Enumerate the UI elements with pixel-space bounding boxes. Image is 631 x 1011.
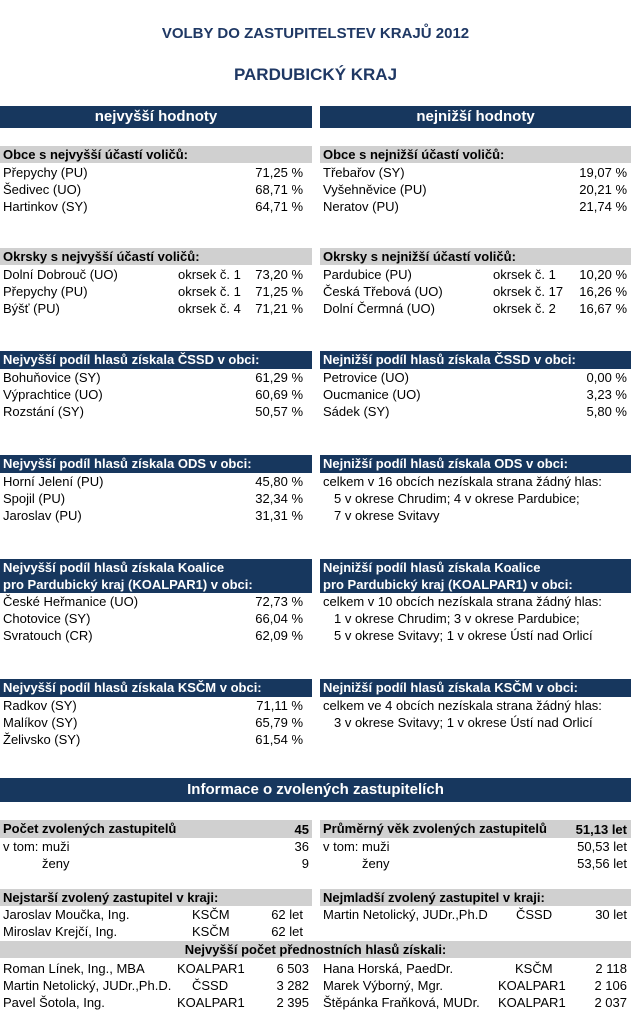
list-party: KSČM bbox=[192, 924, 230, 939]
list-item: Pavel Šotola, Ing. bbox=[3, 995, 105, 1010]
oldest-header: Nejstarší zvolený zastupitel v kraji: bbox=[0, 889, 312, 906]
list-item: Rozstání (SY) bbox=[3, 404, 84, 419]
list-party: KSČM bbox=[515, 961, 553, 976]
lowest-values-header: nejnižší hodnoty bbox=[320, 106, 631, 128]
age-women-label: ženy bbox=[362, 856, 390, 871]
section-header-kscm-low: Nejnižší podíl hlasů získala KSČM v obci: bbox=[320, 679, 631, 697]
list-item: Radkov (SY) bbox=[3, 698, 77, 713]
age-men-value: 50,53 let bbox=[577, 839, 627, 854]
list-party: KSČM bbox=[192, 907, 230, 922]
list-district: okrsek č. 1 bbox=[178, 284, 241, 299]
count-men-value: 36 bbox=[294, 839, 309, 854]
section-header-district-high: Okrsky s nejvyšší účastí voličů: bbox=[0, 248, 312, 265]
list-value: 19,07 % bbox=[579, 165, 627, 180]
summary-line: 3 v okrese Svitavy; 1 v okrese Ústí nad Orlicí bbox=[334, 715, 593, 730]
list-item: Jaroslav (PU) bbox=[3, 508, 82, 523]
list-item: Výprachtice (UO) bbox=[3, 387, 103, 402]
summary-line: 1 v okrese Chrudim; 3 v okrese Pardubice; bbox=[334, 611, 580, 626]
list-item: Hana Horská, PaedDr. bbox=[323, 961, 454, 976]
list-district: okrsek č. 17 bbox=[493, 284, 564, 299]
summary-line: 7 v okrese Svitavy bbox=[334, 508, 440, 523]
list-value: 62 let bbox=[271, 907, 303, 922]
list-value: 2 037 bbox=[594, 995, 627, 1010]
section-header-koalice-low bbox=[320, 559, 631, 593]
header-line: Nejvyšší podíl hlasů získala Koalice bbox=[3, 560, 225, 575]
list-value: 5,80 % bbox=[586, 404, 627, 419]
page-title: VOLBY DO ZASTUPITELSTEV KRAJŮ 2012 bbox=[161, 25, 470, 42]
list-item: Malíkov (SY) bbox=[3, 715, 78, 730]
list-item: Hartinkov (SY) bbox=[3, 199, 88, 214]
list-value: 10,20 % bbox=[579, 267, 627, 282]
list-value: 30 let bbox=[595, 907, 627, 922]
list-item: Želivsko (SY) bbox=[3, 732, 81, 747]
youngest-header: Nejmladší zvolený zastupitel v kraji: bbox=[320, 889, 631, 906]
list-item: Martin Netolický, JUDr.,Ph.D. bbox=[3, 978, 172, 993]
summary-line: celkem ve 4 obcích nezískala strana žádný hlas: bbox=[323, 698, 602, 713]
list-item: Pardubice (PU) bbox=[323, 267, 412, 282]
list-item: České Heřmanice (UO) bbox=[3, 594, 139, 609]
summary-line: celkem v 16 obcích nezískala strana žádný hlas: bbox=[323, 474, 602, 489]
header-line: pro Pardubický kraj (KOALPAR1) v obci: bbox=[3, 577, 253, 592]
list-value: 3 282 bbox=[276, 978, 309, 993]
list-item: Bohuňovice (SY) bbox=[3, 370, 101, 385]
count-women-label: ženy bbox=[42, 856, 70, 871]
info-section-header: Informace o zvolených zastupitelích bbox=[0, 778, 631, 802]
list-value: 62,09 % bbox=[255, 628, 303, 643]
list-value: 66,04 % bbox=[255, 611, 303, 626]
list-party: KOALPAR1 bbox=[177, 995, 245, 1010]
list-value: 71,21 % bbox=[255, 301, 303, 316]
list-item: Býšť (PU) bbox=[3, 301, 60, 316]
list-value: 72,73 % bbox=[255, 594, 303, 609]
list-party: ČSSD bbox=[516, 907, 553, 922]
list-item: Spojil (PU) bbox=[3, 491, 66, 506]
list-item: Svratouch (CR) bbox=[3, 628, 93, 643]
list-value: 2 106 bbox=[594, 978, 627, 993]
list-item: Roman Línek, Ing., MBA bbox=[3, 961, 145, 976]
list-district: okrsek č. 1 bbox=[493, 267, 556, 282]
list-item: Vyšehněvice (PU) bbox=[323, 182, 427, 197]
section-header-ods-high: Nejvyšší podíl hlasů získala ODS v obci: bbox=[0, 455, 312, 473]
age-men-label: v tom: muži bbox=[323, 839, 390, 854]
list-value: 73,20 % bbox=[255, 267, 303, 282]
list-item: Horní Jelení (PU) bbox=[3, 474, 104, 489]
count-women-value: 9 bbox=[301, 856, 309, 871]
list-value: 20,21 % bbox=[579, 182, 627, 197]
list-value: 3,23 % bbox=[586, 387, 627, 402]
list-value: 68,71 % bbox=[255, 182, 303, 197]
list-party: KOALPAR1 bbox=[498, 995, 566, 1010]
list-value: 64,71 % bbox=[255, 199, 303, 214]
count-value: 45 bbox=[294, 822, 309, 837]
list-item: Miroslav Krejčí, Ing. bbox=[3, 924, 118, 939]
list-item: Dolní Dobrouč (UO) bbox=[3, 267, 118, 282]
list-item: Petrovice (UO) bbox=[323, 370, 409, 385]
section-header-kscm-high: Nejvyšší podíl hlasů získala KSČM v obci: bbox=[0, 679, 312, 697]
section-header-turnout-low: Obce s nejnižší účastí voličů: bbox=[320, 146, 631, 163]
list-value: 60,69 % bbox=[255, 387, 303, 402]
list-item: Sádek (SY) bbox=[323, 404, 390, 419]
highest-values-header: nejvyšší hodnoty bbox=[0, 106, 312, 128]
list-party: KOALPAR1 bbox=[498, 978, 566, 993]
list-item: Česká Třebová (UO) bbox=[323, 284, 443, 299]
section-header-ods-low: Nejnižší podíl hlasů získala ODS v obci: bbox=[320, 455, 631, 473]
list-value: 2 118 bbox=[595, 961, 627, 976]
list-item: Dolní Čermná (UO) bbox=[323, 301, 435, 316]
list-item: Štěpánka Fraňková, MUDr. bbox=[323, 995, 480, 1010]
list-district: okrsek č. 2 bbox=[493, 301, 556, 316]
list-item: Přepychy (PU) bbox=[3, 165, 88, 180]
summary-line: 5 v okrese Svitavy; 1 v okrese Ústí nad Orlicí bbox=[334, 628, 593, 643]
count-men-label: v tom: muži bbox=[3, 839, 70, 854]
age-women-value: 53,56 let bbox=[577, 856, 627, 871]
list-value: 62 let bbox=[271, 924, 303, 939]
list-item: Marek Výborný, Mgr. bbox=[323, 978, 443, 993]
list-value: 31,31 % bbox=[255, 508, 303, 523]
section-header-koalice-high bbox=[0, 559, 312, 593]
list-item: Třebařov (SY) bbox=[323, 165, 405, 180]
list-value: 71,11 % bbox=[256, 698, 303, 713]
list-value: 32,34 % bbox=[255, 491, 303, 506]
list-item: Martin Netolický, JUDr.,Ph.D bbox=[323, 907, 488, 922]
list-value: 16,67 % bbox=[579, 301, 627, 316]
section-header-turnout-high: Obce s nejvyšší účastí voličů: bbox=[0, 146, 312, 163]
region-title: PARDUBICKÝ KRAJ bbox=[233, 65, 398, 84]
list-value: 71,25 % bbox=[255, 284, 303, 299]
list-item: Chotovice (SY) bbox=[3, 611, 91, 626]
list-value: 71,25 % bbox=[255, 165, 303, 180]
list-value: 6 503 bbox=[276, 961, 309, 976]
list-value: 61,54 % bbox=[255, 732, 303, 747]
list-item: Neratov (PU) bbox=[323, 199, 399, 214]
section-header-district-low: Okrsky s nejnižší účastí voličů: bbox=[320, 248, 631, 265]
header-line: Nejnižší podíl hlasů získala Koalice bbox=[323, 560, 541, 575]
list-district: okrsek č. 4 bbox=[178, 301, 241, 316]
age-value: 51,13 let bbox=[575, 822, 627, 837]
section-header-cssd-high: Nejvyšší podíl hlasů získala ČSSD v obci: bbox=[0, 351, 312, 369]
summary-line: celkem v 10 obcích nezískala strana žádný hlas: bbox=[323, 594, 602, 609]
list-value: 45,80 % bbox=[255, 474, 303, 489]
list-value: 2 395 bbox=[276, 995, 309, 1010]
pref-votes-header: Nejvyšší počet přednostních hlasů získali: bbox=[0, 941, 631, 958]
section-header-cssd-low: Nejnižší podíl hlasů získala ČSSD v obci: bbox=[320, 351, 631, 369]
summary-line: 5 v okrese Chrudim; 4 v okrese Pardubice; bbox=[334, 491, 580, 506]
list-party: ČSSD bbox=[192, 978, 229, 993]
list-value: 61,29 % bbox=[255, 370, 303, 385]
list-item: Jaroslav Moučka, Ing. bbox=[3, 907, 130, 922]
header-line: pro Pardubický kraj (KOALPAR1) v obci: bbox=[323, 577, 573, 592]
age-label: Průměrný věk zvolených zastupitelů bbox=[323, 821, 547, 836]
list-item: Šedivec (UO) bbox=[3, 182, 82, 197]
list-value: 50,57 % bbox=[255, 404, 303, 419]
list-value: 21,74 % bbox=[579, 199, 627, 214]
list-value: 65,79 % bbox=[255, 715, 303, 730]
list-district: okrsek č. 1 bbox=[178, 267, 241, 282]
list-value: 16,26 % bbox=[579, 284, 627, 299]
list-item: Oucmanice (UO) bbox=[323, 387, 421, 402]
list-party: KOALPAR1 bbox=[177, 961, 245, 976]
list-item: Přepychy (PU) bbox=[3, 284, 88, 299]
list-value: 0,00 % bbox=[586, 370, 627, 385]
count-label: Počet zvolených zastupitelů bbox=[3, 821, 177, 836]
